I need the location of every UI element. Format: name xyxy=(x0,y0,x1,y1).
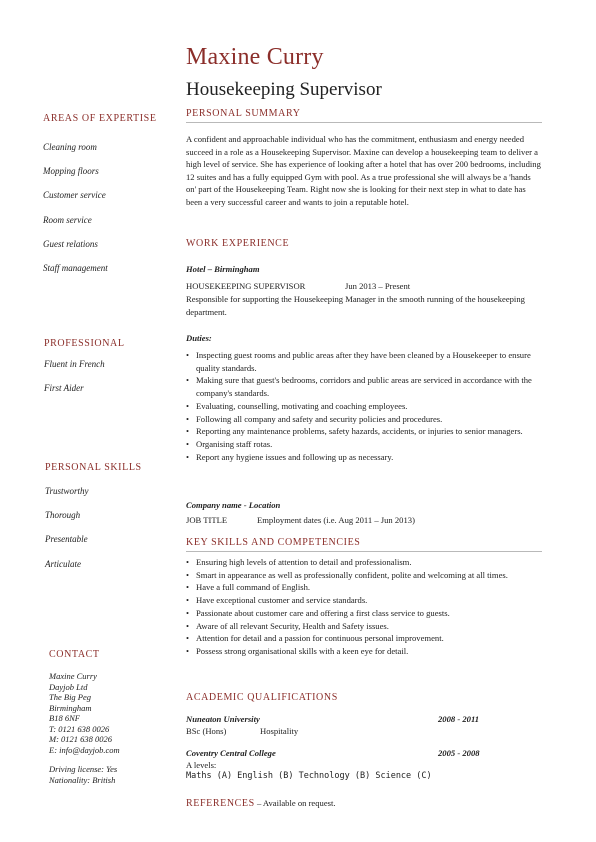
key-skill-item: • Ensuring high levels of attention to detail and professionalism. xyxy=(186,556,538,569)
contact-email[interactable]: E: info@dayjob.com xyxy=(49,744,120,755)
expertise-item: Mopping floors xyxy=(43,166,99,177)
key-skill-item: • Smart in appearance as well as professionally confident, polite and welcoming at all times. xyxy=(186,569,538,582)
summary-heading: PERSONAL SUMMARY xyxy=(186,108,301,119)
role-2-dates: Employment dates (i.e. Aug 2011 – Jun 2013) xyxy=(257,515,415,525)
job-title: Housekeeping Supervisor xyxy=(186,79,382,100)
summary-text: A confident and approachable individual who has the commitment, enthusiasm and energy needed succeed in a role as a Housekeeping Supervisor. Maxine can develop a housekeeping team to deliver a high level of service. She has experience of looking after a hotel that has over 200 bedrooms, including 12 suites and has a fully equipped Gym with pool. As a true professional she will always be a 'hands on' part of the Housekeeping Team. Right now she is looking for their next step in what to date has been a very successful career and wants to join a reputable hotel. xyxy=(186,134,541,207)
key-skill-item: • Aware of all relevant Security, Health and Safety issues. xyxy=(186,620,538,633)
contact-block xyxy=(49,671,120,785)
nationality: Nationality: British xyxy=(49,774,116,785)
role-2: JOB TITLE xyxy=(186,515,228,525)
professional-item: First Aider xyxy=(44,383,84,394)
degree-subject: Hospitality xyxy=(260,726,299,736)
contact-line: Birmingham xyxy=(49,702,92,713)
duty-item: • Evaluating, counselling, motivating and coaching employees. xyxy=(186,400,538,413)
contact-line: Maxine Curry xyxy=(49,671,97,681)
duty-item: • Following all company and safety and security policies and procedures. xyxy=(186,413,538,426)
key-skill-item: • Have exceptional customer and service standards. xyxy=(186,594,538,607)
role-dates: Jun 2013 – Present xyxy=(345,281,411,291)
skills-item: Trustworthy xyxy=(45,486,89,496)
degree: BSc (Hons) xyxy=(186,726,227,736)
university: Nuneaton University xyxy=(186,714,260,724)
employer-2: Company name - Location xyxy=(186,500,281,510)
contact-line: The Big Peg xyxy=(49,692,92,702)
references-heading: REFERENCES xyxy=(186,798,255,809)
expertise-heading: AREAS OF EXPERTISE xyxy=(43,113,157,124)
contact-line: Dayjob Ltd xyxy=(49,681,88,692)
skills-item: Presentable xyxy=(45,534,88,545)
driving-license: Driving license: Yes xyxy=(49,764,118,774)
professional-list xyxy=(44,358,105,406)
duty-item: • Reporting any maintenance problems, safety hazards, accidents, or injuries to senior managers. xyxy=(186,425,538,438)
professional-item: Fluent in French xyxy=(44,359,105,369)
expertise-item: Guest relations xyxy=(43,238,98,249)
skills-heading: PERSONAL SKILLS xyxy=(45,462,142,473)
college-dates: 2005 - 2008 xyxy=(438,748,480,758)
duties-list xyxy=(186,349,538,463)
expertise-item: Customer service xyxy=(43,190,106,201)
skills-item: Thorough xyxy=(45,510,81,521)
key-skill-item: • Attention for detail and a passion for continuous personal improvement. xyxy=(186,632,538,645)
alevels: Maths (A) English (B) Technology (B) Science (C) xyxy=(186,771,432,781)
key-skill-item: • Passionate about customer care and offering a first class service to guests. xyxy=(186,607,538,620)
role-description: Responsible for supporting the Housekeeping Manager in the smooth running of the housekeeping department. xyxy=(186,294,525,317)
contact-line: T: 0121 638 0026 xyxy=(49,723,110,734)
key-skills-list xyxy=(186,556,538,658)
key-skills-rule xyxy=(186,551,542,552)
duty-item: • Report any hygiene issues and following up as necessary. xyxy=(186,451,538,464)
work-heading: WORK EXPERIENCE xyxy=(186,238,290,249)
college: Coventry Central College xyxy=(186,748,276,758)
key-skills-heading: KEY SKILLS AND COMPETENCIES xyxy=(186,537,361,548)
duties-label: Duties: xyxy=(186,333,212,343)
references-line xyxy=(186,793,336,811)
university-dates: 2008 - 2011 xyxy=(438,714,480,724)
duty-item: • Organising staff rotas. xyxy=(186,438,538,451)
employer: Hotel – Birmingham xyxy=(186,264,260,274)
summary-rule xyxy=(186,122,542,123)
academic-heading: ACADEMIC QUALIFICATIONS xyxy=(186,692,338,703)
duty-item: • Inspecting guest rooms and public areas after they have been cleaned by a Housekeeper to ensure quality standards. xyxy=(186,349,538,374)
skills-list xyxy=(45,485,89,582)
contact-line: M: 0121 638 0026 xyxy=(49,734,113,744)
duty-item: • Making sure that guest's bedrooms, corridors and public areas are serviced in accordance with the company's standards. xyxy=(186,374,538,399)
expertise-item: Room service xyxy=(43,214,92,225)
expertise-item: Cleaning room xyxy=(43,142,97,152)
key-skill-item: • Possess strong organisational skills with a keen eye for detail. xyxy=(186,645,538,658)
contact-heading: CONTACT xyxy=(49,649,100,660)
expertise-list xyxy=(43,141,108,286)
key-skill-item: • Have a full command of English. xyxy=(186,581,538,594)
role: HOUSEKEEPING SUPERVISOR xyxy=(186,281,306,291)
references-text: – Available on request. xyxy=(254,798,336,808)
candidate-name: Maxine Curry xyxy=(186,44,324,70)
expertise-item: Staff management xyxy=(43,262,108,273)
alevels-label: A levels: xyxy=(186,760,217,770)
professional-heading: PROFESSIONAL xyxy=(44,338,125,349)
contact-line: B18 6NF xyxy=(49,713,80,723)
skills-item: Articulate xyxy=(45,558,81,569)
